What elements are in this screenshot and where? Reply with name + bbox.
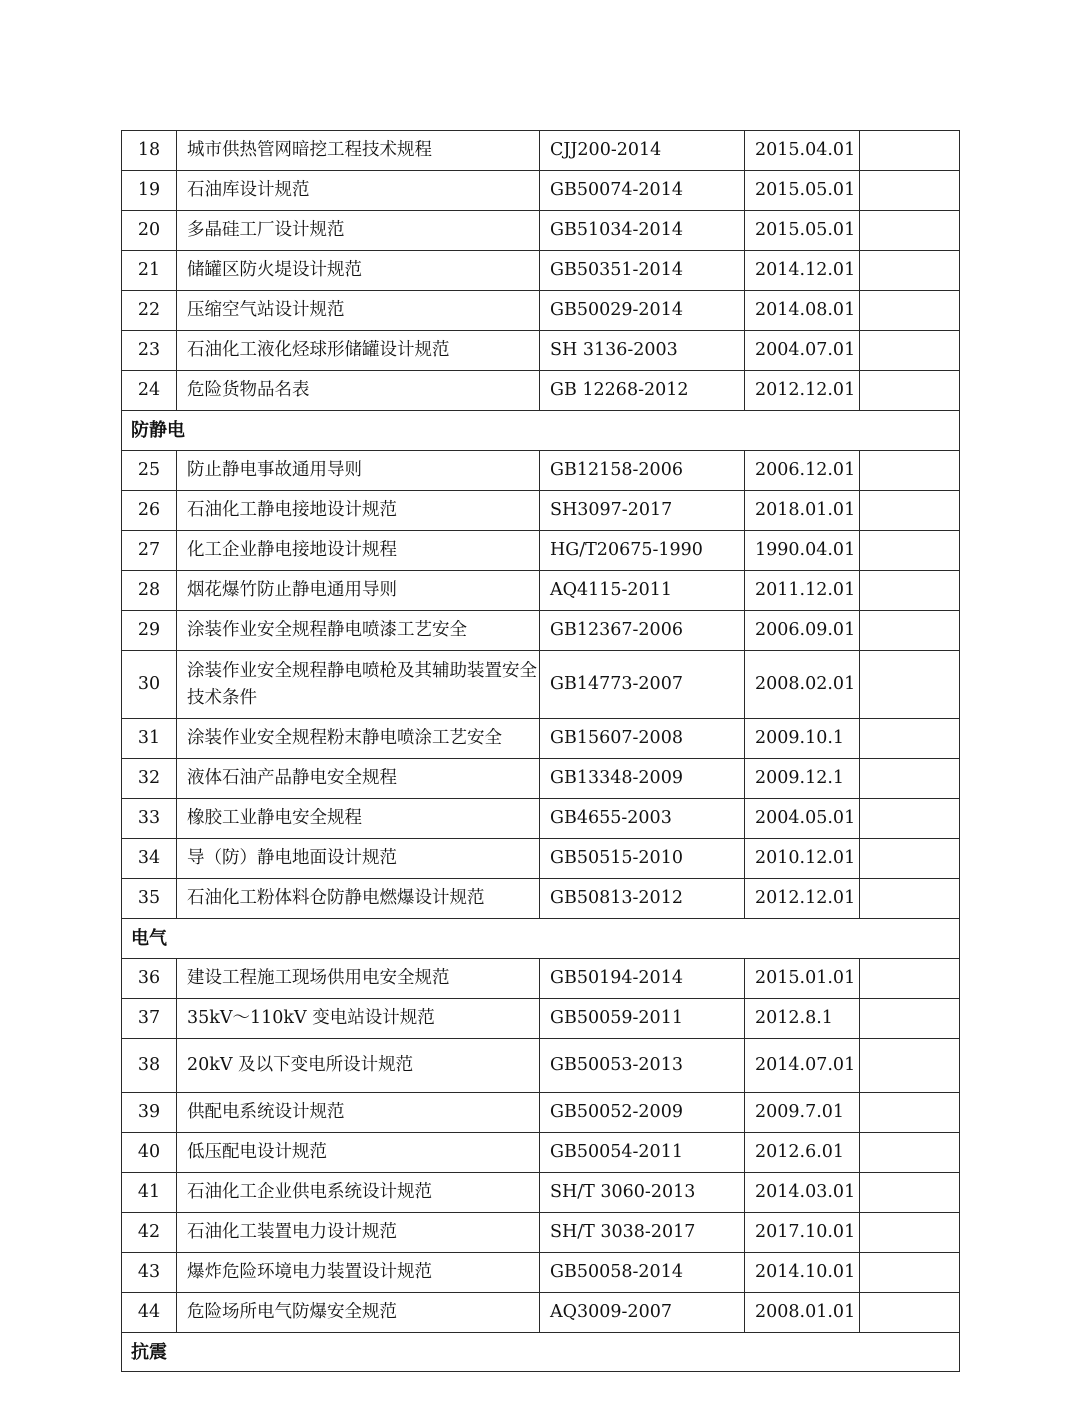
effective-date: 2015.04.01 xyxy=(745,131,860,171)
standard-code: GB12367-2006 xyxy=(540,611,745,651)
effective-date: 2008.02.01 xyxy=(745,651,860,719)
standard-name: 液体石油产品静电安全规程 xyxy=(177,759,540,799)
effective-date: 2004.07.01 xyxy=(745,331,860,371)
standard-code: GB13348-2009 xyxy=(540,759,745,799)
section-title: 防静电 xyxy=(122,411,960,451)
row-number: 29 xyxy=(122,611,177,651)
section-header-row xyxy=(122,411,960,451)
table-row xyxy=(122,451,960,491)
table-row xyxy=(122,799,960,839)
row-number: 30 xyxy=(122,651,177,719)
row-number: 44 xyxy=(122,1293,177,1333)
standard-name: 危险货物品名表 xyxy=(177,371,540,411)
standard-code: GB 12268-2012 xyxy=(540,371,745,411)
row-number: 18 xyxy=(122,131,177,171)
table-row xyxy=(122,1173,960,1213)
row-number: 33 xyxy=(122,799,177,839)
table-row xyxy=(122,1253,960,1293)
row-number: 34 xyxy=(122,839,177,879)
remarks-cell xyxy=(860,1133,960,1173)
standard-name: 石油化工静电接地设计规范 xyxy=(177,491,540,531)
standard-code: SH 3136-2003 xyxy=(540,331,745,371)
remarks-cell xyxy=(860,211,960,251)
standard-name: 石油库设计规范 xyxy=(177,171,540,211)
remarks-cell xyxy=(860,531,960,571)
standard-code: AQ4115-2011 xyxy=(540,571,745,611)
table-row xyxy=(122,759,960,799)
standard-code: AQ3009-2007 xyxy=(540,1293,745,1333)
effective-date: 2006.09.01 xyxy=(745,611,860,651)
standard-name: 导（防）静电地面设计规范 xyxy=(177,839,540,879)
effective-date: 2009.10.1 xyxy=(745,719,860,759)
effective-date: 2011.12.01 xyxy=(745,571,860,611)
standard-code: GB50515-2010 xyxy=(540,839,745,879)
remarks-cell xyxy=(860,611,960,651)
remarks-cell xyxy=(860,171,960,211)
table-row xyxy=(122,131,960,171)
remarks-cell xyxy=(860,651,960,719)
standard-code: SH/T 3060-2013 xyxy=(540,1173,745,1213)
standard-name: 压缩空气站设计规范 xyxy=(177,291,540,331)
standard-name: 城市供热管网暗挖工程技术规程 xyxy=(177,131,540,171)
section-title: 电气 xyxy=(122,919,960,959)
row-number: 32 xyxy=(122,759,177,799)
effective-date: 2012.12.01 xyxy=(745,879,860,919)
row-number: 40 xyxy=(122,1133,177,1173)
table-row xyxy=(122,999,960,1039)
effective-date: 2015.01.01 xyxy=(745,959,860,999)
remarks-cell xyxy=(860,491,960,531)
effective-date: 2006.12.01 xyxy=(745,451,860,491)
row-number: 41 xyxy=(122,1173,177,1213)
row-number: 31 xyxy=(122,719,177,759)
standard-code: GB4655-2003 xyxy=(540,799,745,839)
standard-name: 35kV～110kV 变电站设计规范 xyxy=(177,999,540,1039)
standards-table xyxy=(121,130,960,1372)
standard-name: 烟花爆竹防止静电通用导则 xyxy=(177,571,540,611)
remarks-cell xyxy=(860,291,960,331)
effective-date: 2010.12.01 xyxy=(745,839,860,879)
effective-date: 2015.05.01 xyxy=(745,171,860,211)
remarks-cell xyxy=(860,719,960,759)
effective-date: 2012.8.1 xyxy=(745,999,860,1039)
row-number: 36 xyxy=(122,959,177,999)
table-row xyxy=(122,1213,960,1253)
remarks-cell xyxy=(860,759,960,799)
table-row xyxy=(122,331,960,371)
table-row xyxy=(122,291,960,331)
remarks-cell xyxy=(860,451,960,491)
remarks-cell xyxy=(860,1213,960,1253)
table-row xyxy=(122,1039,960,1093)
remarks-cell xyxy=(860,1039,960,1093)
standard-code: GB50054-2011 xyxy=(540,1133,745,1173)
row-number: 42 xyxy=(122,1213,177,1253)
table-row xyxy=(122,651,960,719)
remarks-cell xyxy=(860,1293,960,1333)
table-row xyxy=(122,1093,960,1133)
effective-date: 2018.01.01 xyxy=(745,491,860,531)
standard-code: GB50059-2011 xyxy=(540,999,745,1039)
standard-code: GB50053-2013 xyxy=(540,1039,745,1093)
standard-name: 低压配电设计规范 xyxy=(177,1133,540,1173)
remarks-cell xyxy=(860,959,960,999)
standard-name: 防止静电事故通用导则 xyxy=(177,451,540,491)
standard-name: 多晶硅工厂设计规范 xyxy=(177,211,540,251)
table-row xyxy=(122,611,960,651)
standard-code: GB50351-2014 xyxy=(540,251,745,291)
remarks-cell xyxy=(860,879,960,919)
remarks-cell xyxy=(860,1093,960,1133)
remarks-cell xyxy=(860,371,960,411)
row-number: 28 xyxy=(122,571,177,611)
standard-code: GB50029-2014 xyxy=(540,291,745,331)
remarks-cell xyxy=(860,839,960,879)
effective-date: 2014.08.01 xyxy=(745,291,860,331)
remarks-cell xyxy=(860,799,960,839)
effective-date: 2014.03.01 xyxy=(745,1173,860,1213)
row-number: 39 xyxy=(122,1093,177,1133)
standard-name: 化工企业静电接地设计规程 xyxy=(177,531,540,571)
standard-code: GB50052-2009 xyxy=(540,1093,745,1133)
standard-code: GB51034-2014 xyxy=(540,211,745,251)
standard-code: SH/T 3038-2017 xyxy=(540,1213,745,1253)
section-header-row xyxy=(122,1333,960,1372)
table-row xyxy=(122,1293,960,1333)
remarks-cell xyxy=(860,331,960,371)
row-number: 20 xyxy=(122,211,177,251)
remarks-cell xyxy=(860,1253,960,1293)
row-number: 27 xyxy=(122,531,177,571)
table-row xyxy=(122,959,960,999)
table-row xyxy=(122,719,960,759)
effective-date: 2014.07.01 xyxy=(745,1039,860,1093)
row-number: 22 xyxy=(122,291,177,331)
standard-name: 涂装作业安全规程静电喷枪及其辅助装置安全技术条件 xyxy=(177,651,540,719)
standard-name: 橡胶工业静电安全规程 xyxy=(177,799,540,839)
standard-code: GB12158-2006 xyxy=(540,451,745,491)
standard-name: 供配电系统设计规范 xyxy=(177,1093,540,1133)
effective-date: 2017.10.01 xyxy=(745,1213,860,1253)
table-row xyxy=(122,491,960,531)
row-number: 23 xyxy=(122,331,177,371)
standard-code: CJJ200-2014 xyxy=(540,131,745,171)
table-row xyxy=(122,171,960,211)
standard-name: 建设工程施工现场供用电安全规范 xyxy=(177,959,540,999)
row-number: 38 xyxy=(122,1039,177,1093)
standard-code: HG/T20675-1990 xyxy=(540,531,745,571)
remarks-cell xyxy=(860,131,960,171)
standard-code: GB15607-2008 xyxy=(540,719,745,759)
effective-date: 2012.6.01 xyxy=(745,1133,860,1173)
remarks-cell xyxy=(860,1173,960,1213)
table-row xyxy=(122,1133,960,1173)
effective-date: 2004.05.01 xyxy=(745,799,860,839)
table-row xyxy=(122,211,960,251)
standard-name: 危险场所电气防爆安全规范 xyxy=(177,1293,540,1333)
row-number: 26 xyxy=(122,491,177,531)
standard-name: 石油化工企业供电系统设计规范 xyxy=(177,1173,540,1213)
standard-name: 石油化工液化烃球形储罐设计规范 xyxy=(177,331,540,371)
effective-date: 2014.12.01 xyxy=(745,251,860,291)
row-number: 37 xyxy=(122,999,177,1039)
standard-code: GB50074-2014 xyxy=(540,171,745,211)
table-row xyxy=(122,371,960,411)
table-row xyxy=(122,879,960,919)
remarks-cell xyxy=(860,571,960,611)
remarks-cell xyxy=(860,999,960,1039)
row-number: 19 xyxy=(122,171,177,211)
section-title: 抗震 xyxy=(122,1333,960,1372)
standard-name: 石油化工装置电力设计规范 xyxy=(177,1213,540,1253)
table-row xyxy=(122,571,960,611)
standard-name: 储罐区防火堤设计规范 xyxy=(177,251,540,291)
standard-code: GB14773-2007 xyxy=(540,651,745,719)
standard-code: GB50813-2012 xyxy=(540,879,745,919)
row-number: 25 xyxy=(122,451,177,491)
standard-code: SH3097-2017 xyxy=(540,491,745,531)
remarks-cell xyxy=(860,251,960,291)
standard-code: GB50194-2014 xyxy=(540,959,745,999)
table-row xyxy=(122,251,960,291)
effective-date: 2014.10.01 xyxy=(745,1253,860,1293)
effective-date: 2012.12.01 xyxy=(745,371,860,411)
standard-name: 石油化工粉体料仓防静电燃爆设计规范 xyxy=(177,879,540,919)
row-number: 24 xyxy=(122,371,177,411)
effective-date: 1990.04.01 xyxy=(745,531,860,571)
row-number: 35 xyxy=(122,879,177,919)
table-row xyxy=(122,531,960,571)
table-row xyxy=(122,839,960,879)
effective-date: 2009.7.01 xyxy=(745,1093,860,1133)
standard-name: 涂装作业安全规程粉末静电喷涂工艺安全 xyxy=(177,719,540,759)
standard-code: GB50058-2014 xyxy=(540,1253,745,1293)
standard-name: 爆炸危险环境电力装置设计规范 xyxy=(177,1253,540,1293)
standard-name: 20kV 及以下变电所设计规范 xyxy=(177,1039,540,1093)
effective-date: 2015.05.01 xyxy=(745,211,860,251)
row-number: 43 xyxy=(122,1253,177,1293)
effective-date: 2009.12.1 xyxy=(745,759,860,799)
standards-table-body xyxy=(122,131,960,1372)
row-number: 21 xyxy=(122,251,177,291)
effective-date: 2008.01.01 xyxy=(745,1293,860,1333)
section-header-row xyxy=(122,919,960,959)
standard-name: 涂装作业安全规程静电喷漆工艺安全 xyxy=(177,611,540,651)
